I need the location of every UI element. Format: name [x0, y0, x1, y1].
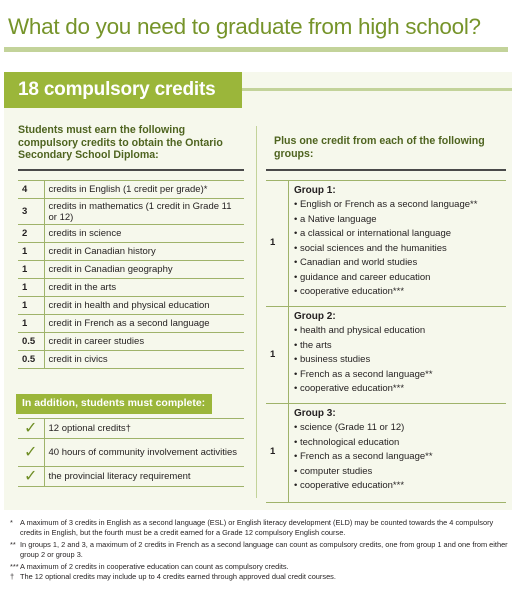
list-item: • business studies	[294, 354, 371, 365]
table-row	[18, 225, 244, 243]
credit-description: credits in mathematics (1 credit in Grade 11 or 12)	[44, 199, 244, 225]
checkmark-icon: ✓	[18, 419, 44, 439]
table-row	[18, 279, 244, 297]
footnote-marker: ***	[10, 562, 19, 572]
table-row	[18, 315, 244, 333]
compulsory-banner	[4, 72, 242, 108]
credit-description: credit in the arts	[44, 279, 244, 297]
compulsory-credits-table	[18, 180, 244, 369]
table-row	[18, 419, 244, 439]
group-credit-count: 1	[270, 446, 276, 457]
credit-description: credit in civics	[44, 351, 244, 369]
addition-banner	[16, 394, 212, 414]
credit-description: credits in English (1 credit per grade)*	[44, 181, 244, 199]
footnotes	[10, 518, 508, 582]
group-body	[288, 404, 506, 502]
credit-count: 0.5	[18, 351, 44, 369]
list-item: • Canadian and world studies	[294, 257, 418, 268]
title-rule	[4, 47, 508, 52]
list-item: • a classical or international language	[294, 228, 452, 239]
list-item: • French as a second language**	[294, 451, 433, 462]
additional-requirements-table	[18, 418, 244, 487]
credit-description: credits in science	[44, 225, 244, 243]
list-item: • computer studies	[294, 465, 373, 477]
list-item: • technological education	[294, 436, 400, 448]
list-item: • a Native language	[294, 213, 377, 225]
credit-description: credit in health and physical education	[44, 297, 244, 315]
footnote-marker: †	[10, 571, 15, 581]
list-item: • cooperative education***	[294, 383, 405, 394]
credit-count: 2	[18, 225, 44, 243]
list-item: • social sciences and the humanities	[294, 242, 447, 254]
page-title: What do you need to graduate from high school?	[8, 14, 481, 39]
table-row	[18, 261, 244, 279]
credit-description: credit in career studies	[44, 333, 244, 351]
list-item: • cooperative education***	[294, 480, 405, 491]
footnote-text: In groups 1, 2 and 3, a maximum of 2 credits in French as a second language can count as compulsory credits, one from group 1 and one from either group 2 or group 3.	[20, 540, 508, 559]
credit-count: 1	[18, 243, 44, 261]
checkmark-icon: ✓	[18, 467, 44, 487]
group-body	[288, 307, 506, 403]
list-item: • the arts	[294, 339, 332, 351]
footnote-marker: **	[10, 540, 16, 550]
content-panel	[4, 72, 512, 510]
credit-count: 4	[18, 181, 44, 199]
group-body	[288, 181, 506, 306]
left-heading-underline	[18, 169, 244, 171]
addition-banner-label: In addition, students must complete:	[22, 397, 206, 409]
table-row	[18, 467, 244, 487]
footnote-text: A maximum of 2 credits in cooperative education can count as compulsory credits.	[20, 562, 289, 572]
credit-count: 1	[18, 261, 44, 279]
group-2	[266, 306, 506, 403]
list-item: • science (Grade 11 or 12)	[294, 422, 405, 433]
footnote-text: A maximum of 3 credits in English as a second language (ESL) or English literacy development (ELD) may be counted towards the 4 compulsory credits in English, but the fourth must be a credit earned for a Grade 12 compulsory English course.	[20, 518, 494, 537]
group-3	[266, 403, 506, 503]
credit-count: 1	[18, 279, 44, 297]
left-heading: Students must earn the following compulsory credits to obtain the Ontario Secondary School Diploma:	[18, 124, 223, 161]
credit-count: 1	[18, 297, 44, 315]
list-item: • cooperative education***	[294, 286, 405, 297]
footnote-text: The 12 optional credits may include up to 4 credits earned through approved dual credit courses.	[20, 571, 336, 581]
list-item: • guidance and career education	[294, 271, 431, 283]
elective-groups	[266, 180, 506, 503]
footnote	[10, 540, 508, 559]
column-divider	[256, 126, 257, 498]
requirement-text: 12 optional credits†	[44, 419, 244, 439]
group-title: Group 2:	[294, 311, 336, 322]
group-credit-count: 1	[270, 349, 276, 360]
credit-description: credit in Canadian geography	[44, 261, 244, 279]
footnote	[10, 572, 508, 582]
compulsory-banner-label: 18 compulsory credits	[18, 79, 216, 100]
requirement-text: 40 hours of community involvement activities	[44, 439, 244, 467]
checkmark-icon: ✓	[18, 439, 44, 467]
list-item: • French as a second language**	[294, 368, 433, 380]
footnote	[10, 562, 508, 572]
table-row	[18, 333, 244, 351]
footnote-marker: *	[10, 518, 13, 527]
credit-description: credit in Canadian history	[44, 243, 244, 261]
group-1	[266, 180, 506, 306]
credit-count: 0.5	[18, 333, 44, 351]
footnote	[10, 518, 508, 537]
list-item: • English or French as a second language**	[294, 199, 478, 210]
group-title: Group 1:	[294, 185, 336, 196]
requirement-text: the provincial literacy requirement	[44, 467, 244, 487]
banner-rule	[242, 88, 512, 91]
list-item: • health and physical education	[294, 325, 426, 336]
group-title: Group 3:	[294, 408, 336, 419]
table-row	[18, 181, 244, 199]
right-heading-underline	[266, 169, 506, 171]
table-row	[18, 439, 244, 467]
right-heading: Plus one credit from each of the following groups:	[274, 135, 485, 160]
table-row	[18, 297, 244, 315]
credit-description: credit in French as a second language	[44, 315, 244, 333]
table-row	[18, 351, 244, 369]
group-credit-count: 1	[270, 237, 276, 248]
table-row	[18, 243, 244, 261]
table-row	[18, 199, 244, 225]
credit-count: 3	[18, 199, 44, 225]
credit-count: 1	[18, 315, 44, 333]
